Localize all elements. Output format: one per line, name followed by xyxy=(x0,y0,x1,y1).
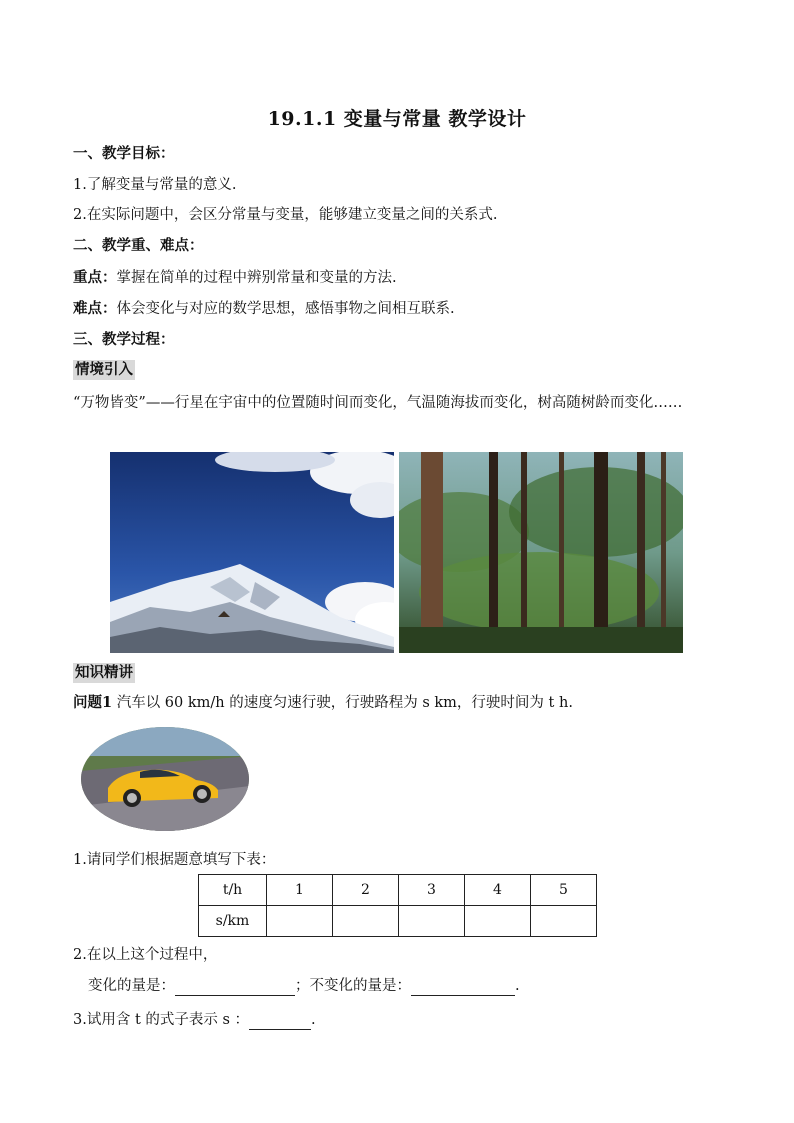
section-heading-key-points: 二、教学重、难点： xyxy=(73,237,204,254)
question-3-end: . xyxy=(311,1012,316,1028)
difficult-point-text: 体会变化与对应的数学思想，感悟事物之间相互联系. xyxy=(116,301,455,317)
table-header-cell: 2 xyxy=(333,875,399,906)
problem-1-label: 问题1 xyxy=(73,694,113,711)
table-row xyxy=(199,906,597,937)
section-heading-process: 三、教学过程： xyxy=(73,331,175,348)
key-point xyxy=(73,268,397,288)
question-3 xyxy=(73,1010,316,1030)
table-header-cell: 5 xyxy=(531,875,597,906)
constant-blank[interactable] xyxy=(411,979,515,996)
table-blank-cell[interactable] xyxy=(465,906,531,937)
difficult-point-label: 难点： xyxy=(73,300,117,317)
table-blank-cell[interactable] xyxy=(531,906,597,937)
key-point-text: 掌握在简单的过程中辨别常量和变量的方法. xyxy=(116,270,397,286)
intro-tag: 情境引入 xyxy=(75,361,133,378)
question-2-answer-line xyxy=(88,976,520,996)
page-title: 19.1.1 变量与常量 教学设计 xyxy=(267,108,527,130)
table-blank-cell[interactable] xyxy=(333,906,399,937)
table-header-cell: 4 xyxy=(465,875,531,906)
constant-label: ；不变化的量是： xyxy=(295,978,411,994)
expression-blank[interactable] xyxy=(249,1013,311,1030)
table-row-label-s: s/km xyxy=(199,906,267,937)
question-2-end: . xyxy=(515,978,520,994)
forest-image xyxy=(399,452,683,653)
difficult-point xyxy=(73,299,455,319)
car-image xyxy=(80,726,250,832)
question-3-text: 3.试用含 t 的式子表示 s ： xyxy=(73,1012,250,1028)
table-row xyxy=(199,875,597,906)
knowledge-tag-line xyxy=(73,663,135,683)
mountain-image xyxy=(110,452,394,653)
problem-1-text: 汽车以 60 km/h 的速度匀速行驶，行驶路程为 s km，行驶时间为 t h. xyxy=(112,695,573,711)
table-header-cell: 1 xyxy=(267,875,333,906)
table-blank-cell[interactable] xyxy=(399,906,465,937)
intro-tag-line xyxy=(73,360,135,380)
key-point-label: 重点： xyxy=(73,269,117,286)
table-header-cell: 3 xyxy=(399,875,465,906)
objective-item-1: 1.了解变量与常量的意义. xyxy=(73,177,237,193)
question-1: 1.请同学们根据题意填写下表： xyxy=(73,852,276,868)
knowledge-tag: 知识精讲 xyxy=(75,664,133,681)
data-table xyxy=(198,874,597,937)
intro-paragraph: “万物皆变”——行星在宇宙中的位置随时间而变化，气温随海拔而变化，树高随树龄而变化…… xyxy=(73,395,683,411)
objective-item-2: 2.在实际问题中，会区分常量与变量，能够建立变量之间的关系式. xyxy=(73,207,498,223)
changing-label: 变化的量是： xyxy=(88,978,175,994)
problem-1 xyxy=(73,693,573,713)
section-heading-objectives: 一、教学目标： xyxy=(73,145,175,162)
intro-images xyxy=(110,452,683,653)
changing-blank[interactable] xyxy=(175,979,295,996)
table-header-t: t/h xyxy=(199,875,267,906)
question-2: 2.在以上这个过程中， xyxy=(73,947,218,963)
table-blank-cell[interactable] xyxy=(267,906,333,937)
